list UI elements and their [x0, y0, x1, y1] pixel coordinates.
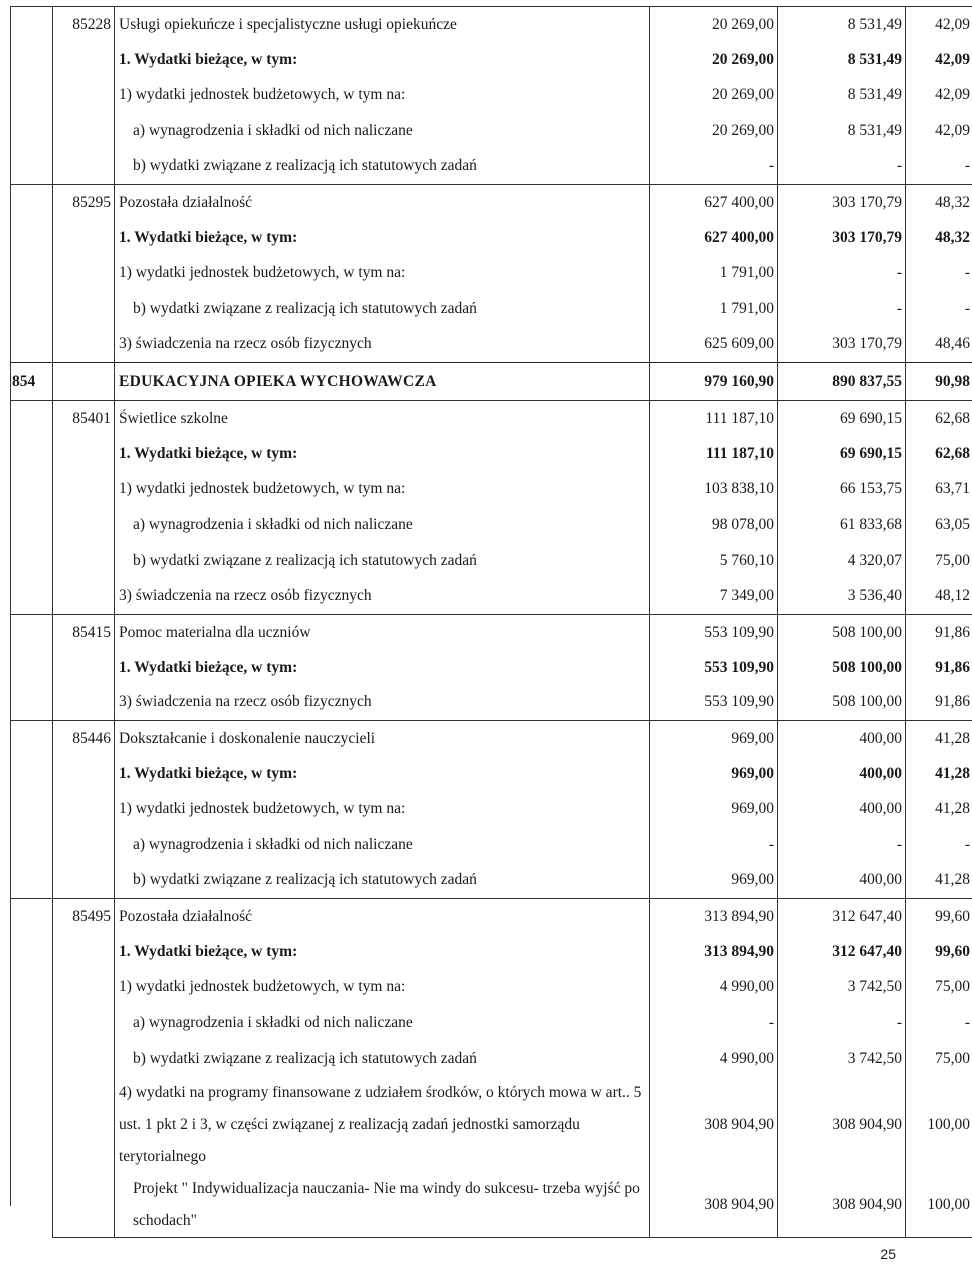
dzial-code [10, 685, 53, 721]
execution-amount: 3 742,50 [778, 969, 906, 1005]
description: Usługi opiekuńcze i specjalistyczne usługi opiekuńcze [115, 7, 650, 44]
table-row [10, 652, 972, 685]
description: Pozostała działalność [115, 899, 650, 936]
rozdzial-code [53, 438, 115, 471]
rozdzial-code [53, 471, 115, 507]
description: 3) świadczenia na rzecz osób fizycznych [115, 327, 650, 363]
rozdzial-code [53, 291, 115, 327]
percent-value: 91,86 [906, 685, 972, 721]
percent-value: 42,09 [906, 77, 972, 113]
percent-value: 48,12 [906, 579, 972, 615]
table-row [10, 863, 972, 899]
rozdzial-code: 85295 [53, 185, 115, 222]
plan-amount: 1 791,00 [650, 291, 778, 327]
percent-value: 75,00 [906, 543, 972, 579]
table-row [10, 222, 972, 255]
rozdzial-code [53, 255, 115, 291]
description: a) wynagrodzenia i składki od nich naliczane [115, 113, 650, 149]
percent-value: 90,98 [906, 363, 972, 401]
rozdzial-code [53, 327, 115, 363]
table-row [10, 113, 972, 149]
dzial-code [10, 401, 53, 438]
percent-value: 41,28 [906, 791, 972, 827]
rozdzial-code: 85446 [53, 721, 115, 758]
description: a) wynagrodzenia i składki od nich naliczane [115, 1005, 650, 1041]
rozdzial-code: 85401 [53, 401, 115, 438]
rozdzial-code [53, 1173, 115, 1238]
dzial-code [10, 791, 53, 827]
execution-amount: - [778, 827, 906, 863]
description: Pozostała działalność [115, 185, 650, 222]
percent-value: 48,46 [906, 327, 972, 363]
percent-value: - [906, 149, 972, 185]
dzial-row [10, 363, 972, 401]
description: Dokształcanie i doskonalenie nauczycieli [115, 721, 650, 758]
execution-amount: 66 153,75 [778, 471, 906, 507]
execution-amount: 312 647,40 [778, 936, 906, 969]
percent-value: 62,68 [906, 401, 972, 438]
rozdzial-code [53, 44, 115, 77]
description: 1. Wydatki bieżące, w tym: [115, 936, 650, 969]
dzial-code [10, 471, 53, 507]
percent-value: 41,28 [906, 721, 972, 758]
dzial-code [10, 936, 53, 969]
dzial-code [10, 255, 53, 291]
table-row [10, 758, 972, 791]
execution-amount: 8 531,49 [778, 77, 906, 113]
dzial-code [10, 579, 53, 615]
dzial-code [10, 1041, 53, 1077]
table-row [10, 507, 972, 543]
table-row [10, 1173, 972, 1238]
description: 1) wydatki jednostek budżetowych, w tym na: [115, 77, 650, 113]
dzial-code: 854 [10, 363, 53, 401]
description: 4) wydatki na programy finansowane z udziałem środków, o których mowa w art.. 5 ust. 1 pkt 2 i 3, w części związanej z realizacją zadań jednostki samorządu terytorialnego [115, 1077, 650, 1173]
percent-value: - [906, 255, 972, 291]
percent-value: 75,00 [906, 969, 972, 1005]
execution-amount: 69 690,15 [778, 401, 906, 438]
execution-amount: 312 647,40 [778, 899, 906, 936]
plan-amount: 313 894,90 [650, 936, 778, 969]
description: 1. Wydatki bieżące, w tym: [115, 44, 650, 77]
table-row [10, 327, 972, 363]
plan-amount: 7 349,00 [650, 579, 778, 615]
execution-amount: 508 100,00 [778, 685, 906, 721]
dzial-code [10, 543, 53, 579]
plan-amount: 103 838,10 [650, 471, 778, 507]
rozdzial-code [53, 791, 115, 827]
execution-amount: 8 531,49 [778, 113, 906, 149]
dzial-code [10, 899, 53, 936]
table-row [10, 827, 972, 863]
description: Świetlice szkolne [115, 401, 650, 438]
plan-amount: 627 400,00 [650, 185, 778, 222]
percent-value: 99,60 [906, 899, 972, 936]
percent-value: 42,09 [906, 44, 972, 77]
table-row [10, 1005, 972, 1041]
plan-amount: 313 894,90 [650, 899, 778, 936]
execution-amount: 4 320,07 [778, 543, 906, 579]
plan-amount: 553 109,90 [650, 652, 778, 685]
rozdzial-code [53, 77, 115, 113]
description: a) wynagrodzenia i składki od nich naliczane [115, 507, 650, 543]
dzial-code [10, 863, 53, 899]
plan-amount: 111 187,10 [650, 401, 778, 438]
rozdzial-code [53, 1041, 115, 1077]
description: 3) świadczenia na rzecz osób fizycznych [115, 685, 650, 721]
rozdzial-row [10, 7, 972, 44]
execution-amount: - [778, 255, 906, 291]
description: Pomoc materialna dla uczniów [115, 615, 650, 652]
plan-amount: 553 109,90 [650, 685, 778, 721]
table-row [10, 1041, 972, 1077]
description: Projekt " Indywidualizacja nauczania- Nie ma windy do sukcesu- trzeba wyjść po schodach" [115, 1173, 650, 1238]
rozdzial-code: 85228 [53, 7, 115, 44]
dzial-code [10, 615, 53, 652]
dzial-code [10, 721, 53, 758]
percent-value: - [906, 1005, 972, 1041]
budget-table [10, 6, 972, 1238]
percent-value: 62,68 [906, 438, 972, 471]
page-number: 25 [880, 1246, 896, 1262]
plan-amount: 979 160,90 [650, 363, 778, 401]
percent-value: 48,32 [906, 185, 972, 222]
dzial-code [10, 1077, 53, 1173]
execution-amount: 8 531,49 [778, 44, 906, 77]
execution-amount: 400,00 [778, 721, 906, 758]
rozdzial-code [53, 1077, 115, 1173]
percent-value: 41,28 [906, 758, 972, 791]
execution-amount: 69 690,15 [778, 438, 906, 471]
percent-value: 63,05 [906, 507, 972, 543]
percent-value: 42,09 [906, 113, 972, 149]
dzial-code [10, 1173, 53, 1238]
rozdzial-code [53, 758, 115, 791]
rozdzial-code [53, 1005, 115, 1041]
dzial-code [10, 327, 53, 363]
execution-amount: - [778, 1005, 906, 1041]
rozdzial-code [53, 149, 115, 185]
percent-value: 41,28 [906, 863, 972, 899]
table-row [10, 255, 972, 291]
description: b) wydatki związane z realizacją ich statutowych zadań [115, 543, 650, 579]
rozdzial-code [53, 543, 115, 579]
description: a) wynagrodzenia i składki od nich naliczane [115, 827, 650, 863]
plan-amount: 969,00 [650, 791, 778, 827]
plan-amount: - [650, 827, 778, 863]
description: b) wydatki związane z realizacją ich statutowych zadań [115, 863, 650, 899]
plan-amount: 4 990,00 [650, 1041, 778, 1077]
description: 1) wydatki jednostek budżetowych, w tym na: [115, 255, 650, 291]
rozdzial-row [10, 721, 972, 758]
plan-amount: 20 269,00 [650, 7, 778, 44]
dzial-code [10, 507, 53, 543]
dzial-code [10, 222, 53, 255]
plan-amount: 969,00 [650, 863, 778, 899]
execution-amount: - [778, 291, 906, 327]
table-row [10, 291, 972, 327]
plan-amount: 20 269,00 [650, 77, 778, 113]
description: 1) wydatki jednostek budżetowych, w tym na: [115, 791, 650, 827]
rozdzial-code [53, 827, 115, 863]
execution-amount: 400,00 [778, 758, 906, 791]
execution-amount: 303 170,79 [778, 185, 906, 222]
percent-value: 100,00 [906, 1173, 972, 1238]
execution-amount: 3 742,50 [778, 1041, 906, 1077]
dzial-code [10, 758, 53, 791]
dzial-code [10, 7, 53, 44]
plan-amount: 20 269,00 [650, 113, 778, 149]
execution-amount: 400,00 [778, 863, 906, 899]
plan-amount: 308 904,90 [650, 1077, 778, 1173]
percent-value: 91,86 [906, 615, 972, 652]
table-row [10, 149, 972, 185]
percent-value: 48,32 [906, 222, 972, 255]
table-row [10, 77, 972, 113]
plan-amount: 1 791,00 [650, 255, 778, 291]
rozdzial-code [53, 863, 115, 899]
percent-value: 63,71 [906, 471, 972, 507]
dzial-code [10, 291, 53, 327]
percent-value: 99,60 [906, 936, 972, 969]
execution-amount: 890 837,55 [778, 363, 906, 401]
percent-value: - [906, 827, 972, 863]
execution-amount: 303 170,79 [778, 222, 906, 255]
description: 1. Wydatki bieżące, w tym: [115, 222, 650, 255]
percent-value: 91,86 [906, 652, 972, 685]
dzial-code [10, 77, 53, 113]
table-row [10, 969, 972, 1005]
dzial-code [10, 113, 53, 149]
execution-amount: 400,00 [778, 791, 906, 827]
rozdzial-code [53, 507, 115, 543]
rozdzial-row [10, 899, 972, 936]
rozdzial-row [10, 615, 972, 652]
dzial-code [10, 1005, 53, 1041]
table-row [10, 936, 972, 969]
description: 1) wydatki jednostek budżetowych, w tym na: [115, 471, 650, 507]
description: b) wydatki związane z realizacją ich statutowych zadań [115, 1041, 650, 1077]
rozdzial-code [53, 222, 115, 255]
description: EDUKACYJNA OPIEKA WYCHOWAWCZA [115, 363, 650, 401]
table-row [10, 579, 972, 615]
execution-amount: - [778, 149, 906, 185]
rozdzial-code [53, 685, 115, 721]
execution-amount: 8 531,49 [778, 7, 906, 44]
plan-amount: 969,00 [650, 758, 778, 791]
table-row [10, 471, 972, 507]
percent-value: - [906, 291, 972, 327]
budget-table-body [10, 7, 972, 1238]
percent-value: 75,00 [906, 1041, 972, 1077]
plan-amount: 5 760,10 [650, 543, 778, 579]
plan-amount: 98 078,00 [650, 507, 778, 543]
description: 1. Wydatki bieżące, w tym: [115, 438, 650, 471]
dzial-code [10, 185, 53, 222]
table-row [10, 791, 972, 827]
dzial-code [10, 652, 53, 685]
dzial-code [10, 438, 53, 471]
plan-amount: 627 400,00 [650, 222, 778, 255]
percent-value: 42,09 [906, 7, 972, 44]
rozdzial-code [53, 579, 115, 615]
plan-amount: 20 269,00 [650, 44, 778, 77]
description: 1) wydatki jednostek budżetowych, w tym na: [115, 969, 650, 1005]
rozdzial-code [53, 652, 115, 685]
description: b) wydatki związane z realizacją ich statutowych zadań [115, 149, 650, 185]
plan-amount: 308 904,90 [650, 1173, 778, 1238]
description: b) wydatki związane z realizacją ich statutowych zadań [115, 291, 650, 327]
plan-amount: 625 609,00 [650, 327, 778, 363]
execution-amount: 308 904,90 [778, 1077, 906, 1173]
dzial-code [10, 149, 53, 185]
execution-amount: 508 100,00 [778, 615, 906, 652]
execution-amount: 61 833,68 [778, 507, 906, 543]
rozdzial-row [10, 401, 972, 438]
dzial-code [10, 969, 53, 1005]
rozdzial-code: 85495 [53, 899, 115, 936]
rozdzial-row [10, 185, 972, 222]
percent-value: 100,00 [906, 1077, 972, 1173]
plan-amount: - [650, 149, 778, 185]
plan-amount: 553 109,90 [650, 615, 778, 652]
description: 3) świadczenia na rzecz osób fizycznych [115, 579, 650, 615]
description: 1. Wydatki bieżące, w tym: [115, 758, 650, 791]
table-row [10, 1077, 972, 1173]
plan-amount: 4 990,00 [650, 969, 778, 1005]
plan-amount: 969,00 [650, 721, 778, 758]
description: 1. Wydatki bieżące, w tym: [115, 652, 650, 685]
table-row [10, 438, 972, 471]
rozdzial-code [53, 113, 115, 149]
plan-amount: 111 187,10 [650, 438, 778, 471]
table-row [10, 44, 972, 77]
plan-amount: - [650, 1005, 778, 1041]
rozdzial-code [53, 936, 115, 969]
dzial-code [10, 827, 53, 863]
execution-amount: 508 100,00 [778, 652, 906, 685]
execution-amount: 303 170,79 [778, 327, 906, 363]
execution-amount: 308 904,90 [778, 1173, 906, 1238]
rozdzial-code [53, 969, 115, 1005]
rozdzial-code [53, 363, 115, 401]
table-row [10, 543, 972, 579]
table-row [10, 685, 972, 721]
execution-amount: 3 536,40 [778, 579, 906, 615]
rozdzial-code: 85415 [53, 615, 115, 652]
dzial-code [10, 44, 53, 77]
